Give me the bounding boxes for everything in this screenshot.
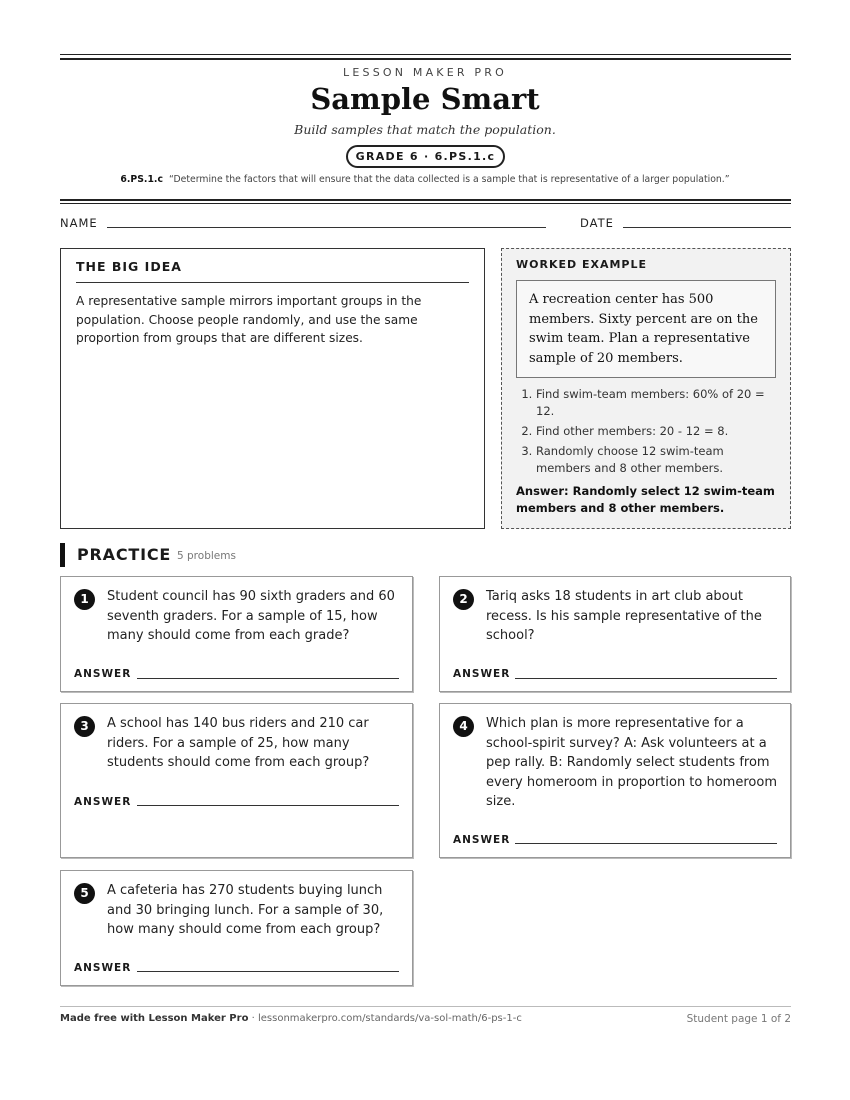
page-title: Sample Smart — [310, 82, 540, 116]
big-idea-heading: THE BIG IDEA — [76, 259, 469, 283]
answer-label: ANSWER — [453, 668, 511, 680]
problem-text: Tariq asks 18 students in art club about recess. Is his sample representative of the school? — [486, 589, 762, 643]
practice-problem-4 — [439, 703, 791, 858]
problem-number-badge: 3 — [74, 716, 95, 737]
date-field[interactable] — [623, 227, 791, 228]
page-subtitle: Build samples that match the population. — [294, 122, 556, 137]
answer-field[interactable] — [515, 843, 777, 844]
problem-text: A cafeteria has 270 students buying lunch and 30 bringing lunch. For a sample of 30, how many should come from each group? — [107, 883, 384, 937]
answer-label: ANSWER — [453, 834, 511, 846]
name-field[interactable] — [107, 227, 546, 228]
answer-label: ANSWER — [74, 668, 132, 680]
standard-code: 6.PS.1.c — [120, 174, 163, 185]
worked-example-problem: A recreation center has 500 members. Sixty percent are on the swim team. Plan a representative sample of 20 members. — [516, 280, 776, 378]
worked-example-step: 1. Find swim-team members: 60% of 20 = 12. — [536, 386, 776, 420]
big-idea-box — [60, 248, 485, 529]
footer-rule — [60, 1006, 791, 1007]
worked-example-steps — [516, 386, 776, 477]
problem-number-badge: 4 — [453, 716, 474, 737]
practice-problem-2 — [439, 576, 791, 692]
date-label: DATE — [580, 216, 614, 230]
footer-credit — [60, 1013, 522, 1024]
problem-number-badge: 1 — [74, 589, 95, 610]
practice-problem-5 — [60, 870, 413, 986]
name-label: NAME — [60, 216, 98, 230]
worked-example-heading: WORKED EXAMPLE — [516, 258, 647, 271]
problem-text: Which plan is more representative for a school-spirit survey? A: Ask volunteers at a pep rally. B: Randomly select students from every homeroom in proportion to homeroom size. — [486, 716, 777, 809]
problem-number-badge: 5 — [74, 883, 95, 904]
answer-field[interactable] — [137, 805, 399, 806]
answer-field[interactable] — [515, 678, 777, 679]
answer-label: ANSWER — [74, 962, 132, 974]
answer-label: ANSWER — [74, 796, 132, 808]
footer-made-with: Made free with Lesson Maker Pro — [60, 1013, 249, 1024]
practice-problem-1 — [60, 576, 413, 692]
standard-text: “Determine the factors that will ensure that the data collected is a sample that is representative of a larger population.” — [168, 174, 730, 185]
problem-number-badge: 2 — [453, 589, 474, 610]
practice-problem-3 — [60, 703, 413, 858]
header-bottom-rule-thin — [60, 203, 791, 204]
standard-statement — [0, 174, 850, 185]
worked-example-answer: Answer: Randomly select 12 swim-team members and 8 other members. — [516, 484, 775, 515]
worked-example-step: 3. Randomly choose 12 swim-team members and 8 other members. — [536, 443, 776, 477]
top-rule-thin — [60, 54, 791, 55]
answer-field[interactable] — [137, 971, 399, 972]
answer-field[interactable] — [137, 678, 399, 679]
footer-url[interactable]: · lessonmakerpro.com/standards/va-sol-math/6-ps-1-c — [248, 1013, 522, 1024]
practice-heading: PRACTICE — [77, 545, 172, 564]
problem-text: A school has 140 bus riders and 210 car riders. For a sample of 25, how many students should come from each group? — [107, 716, 370, 770]
big-idea-text: A representative sample mirrors important groups in the population. Choose people randomly, and use the same proportion from groups that are different sizes. — [76, 294, 422, 345]
practice-count: 5 problems — [177, 550, 236, 562]
header-bottom-rule-thick — [60, 199, 791, 201]
problem-text: Student council has 90 sixth graders and 60 seventh graders. For a sample of 15, how many should come from each grade? — [107, 589, 395, 643]
practice-accent-bar — [60, 543, 65, 567]
grade-standard-badge: GRADE 6 · 6.PS.1.c — [346, 145, 505, 168]
worked-example-step: 2. Find other members: 20 - 12 = 8. — [536, 423, 776, 440]
top-rule-thick — [60, 58, 791, 60]
worked-example-box — [501, 248, 791, 529]
brand-name: LESSON MAKER PRO — [343, 66, 507, 79]
footer-page-number: Student page 1 of 2 — [686, 1013, 791, 1025]
